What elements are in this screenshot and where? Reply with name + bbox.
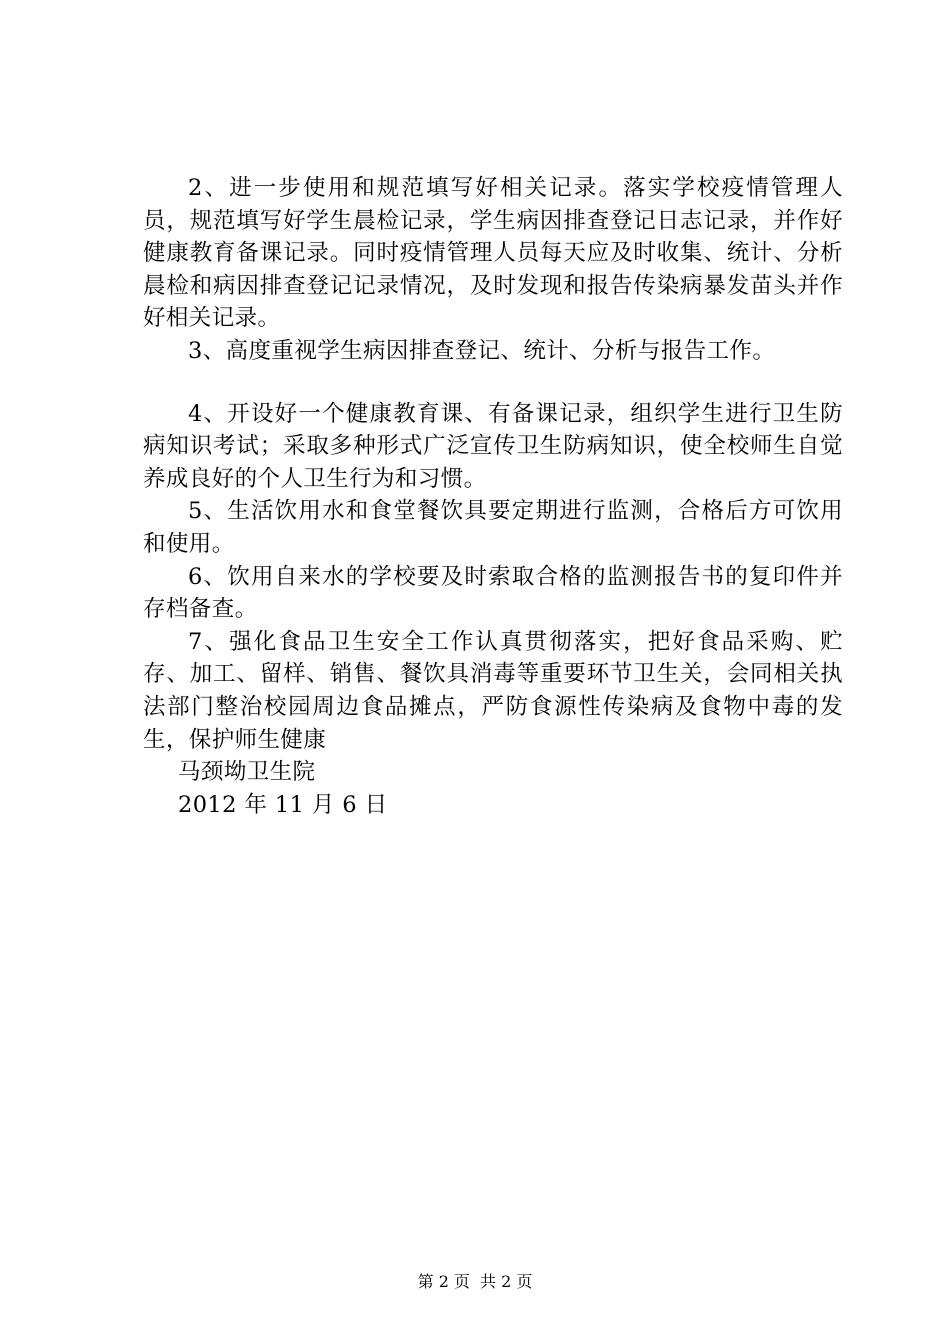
paragraph-item-7: 7、强化食品卫生安全工作认真贯彻落实，把好食品采购、贮存、加工、留样、销售、餐饮具消毒等重要环节卫生关，会同相关执法部门整治校园周边食品摊点，严防食源性传染病及食物中毒的发生，保护师生健康 (143, 628, 843, 753)
signature-organization: 马颈坳卫生院 (178, 759, 316, 786)
paragraph-item-2: 2、进一步使用和规范填写好相关记录。落实学校疫情管理人员，规范填写好学生晨检记录，学生病因排查登记日志记录，并作好健康教育备课记录。同时疫情管理人员每天应及时收集、统计、分析晨检和病因排查登记记录情况，及时发现和报告传染病暴发苗头并作好相关记录。 (143, 175, 843, 332)
page-number-current: 第 2 页 (417, 1272, 470, 1291)
paragraph-item-3: 3、高度重视学生病因排查登记、统计、分析与报告工作。 (188, 337, 776, 364)
paragraph-item-4: 4、开设好一个健康教育课、有备课记录，组织学生进行卫生防病知识考试；采取多种形式广泛宣传卫生防病知识，使全校师生自觉养成良好的个人卫生行为和习惯。 (143, 400, 843, 492)
page-number-total: 共 2 页 (480, 1272, 533, 1291)
paragraph-item-5: 5、生活饮用水和食堂餐饮具要定期进行监测，合格后方可饮用和使用。 (143, 498, 843, 557)
document-body (143, 172, 843, 821)
paragraph-item-6: 6、饮用自来水的学校要及时索取合格的监测报告书的复印件并存档备查。 (143, 563, 843, 623)
page-footer (0, 1272, 950, 1292)
signature-date: 2012 年 11 月 6 日 (178, 791, 388, 818)
